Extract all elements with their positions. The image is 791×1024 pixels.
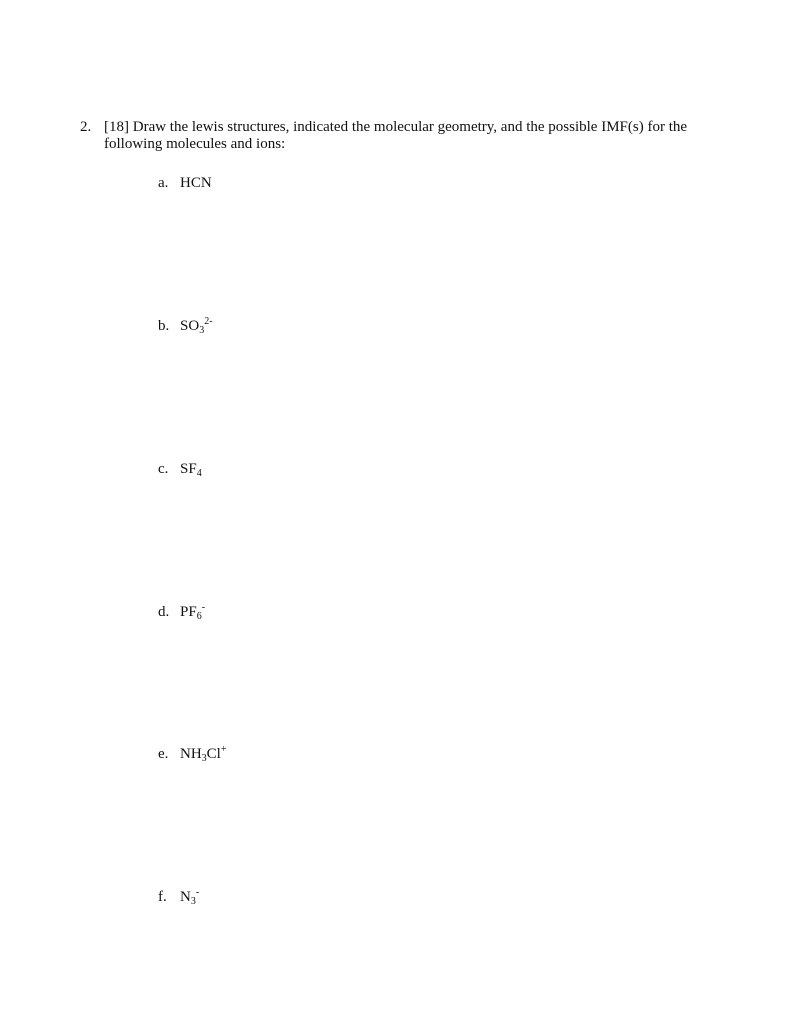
formula-subscript: 3 [190, 896, 196, 907]
item-letter: a. [158, 175, 169, 191]
item-letter: e. [158, 746, 169, 762]
formula-charge: + [220, 744, 227, 755]
formula-subscript: 3 [201, 753, 207, 764]
item-a-hcn [158, 175, 212, 192]
formula-charge: - [201, 602, 206, 613]
formula-main: SF [180, 461, 197, 477]
formula-post: Cl [206, 746, 221, 762]
formula-main: SO [180, 318, 200, 334]
formula: HCN [180, 175, 212, 191]
formula-charge: - [195, 887, 200, 898]
formula-subscript: 3 [199, 325, 205, 336]
item-letter: c. [158, 461, 169, 477]
item-c-sf4 [158, 461, 202, 478]
item-f-azide [158, 889, 199, 906]
formula-main: PF [180, 604, 197, 620]
item-letter: d. [158, 604, 170, 620]
item-letter: f. [158, 889, 167, 905]
question-number: 2. [80, 119, 92, 135]
item-e-nh3cl [158, 746, 227, 763]
formula-subscript: 4 [196, 468, 202, 479]
item-letter: b. [158, 318, 170, 334]
formula-main: N [180, 889, 191, 905]
formula-subscript: 6 [196, 611, 202, 622]
question-prompt: [18] Draw the lewis structures, indicated the molecular geometry, and the possible IMF(s) for the following molecules and ions: [104, 119, 688, 152]
formula-charge: 2- [204, 316, 213, 327]
question-2 [80, 119, 720, 153]
item-d-pf6 [158, 604, 205, 621]
item-b-sulfite [158, 318, 213, 335]
formula-pre: NH [180, 746, 202, 762]
